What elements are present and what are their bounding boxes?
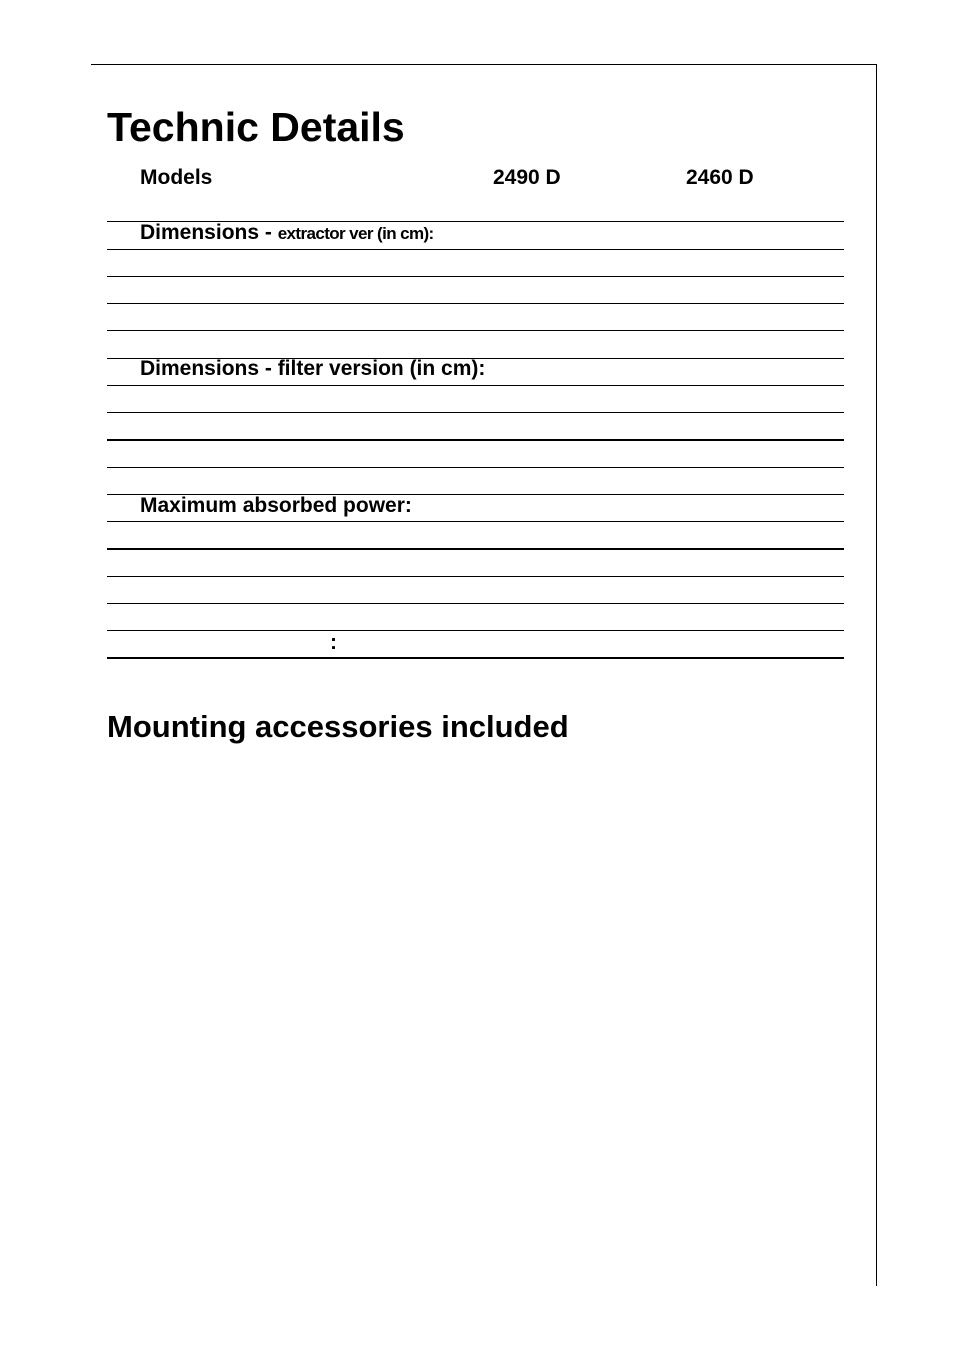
extractor-dimensions-label-detail: extractor ver (in cm): [277,224,434,243]
table-rule [107,548,844,550]
table-rule [107,439,844,441]
table-rule [107,657,844,659]
table-rule [107,630,844,631]
filter-dimensions-label: Dimensions - filter version (in cm): [140,357,486,380]
table-rule [107,385,844,386]
table-rule [107,330,844,331]
colon-row-label: : [330,631,337,654]
table-rule [107,276,844,277]
max-absorbed-power-label: Maximum absorbed power: [140,494,412,517]
mounting-accessories-heading: Mounting accessories included [107,709,569,744]
extractor-dimensions-label-main: Dimensions - [140,221,278,244]
models-header-label: Models [140,166,213,189]
table-rule [107,576,844,577]
table-rule [107,412,844,413]
page-title: Technic Details [107,104,405,150]
extractor-dimensions-label [140,221,434,246]
table-rule [107,521,844,522]
table-rule [107,467,844,468]
models-header-row [0,166,954,190]
page-frame-right-border [876,64,877,1286]
page-frame-top-border [91,64,877,65]
model-2460d-header: 2460 D [686,166,754,189]
model-2490d-header: 2490 D [493,166,561,189]
table-rule [107,249,844,250]
table-rule [107,303,844,304]
table-rule [107,603,844,604]
